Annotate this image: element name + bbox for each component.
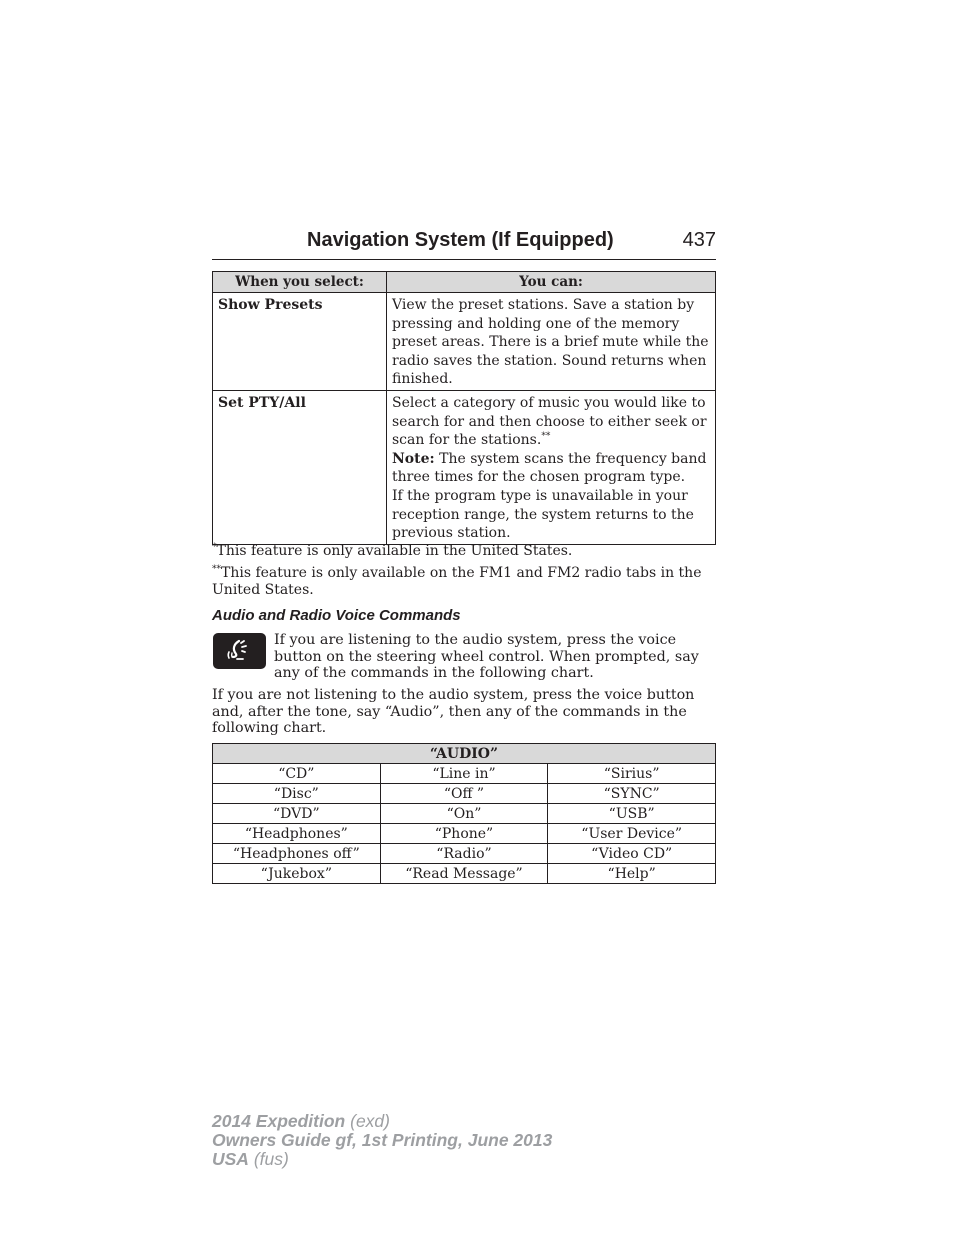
audio-command-cell: “Disc” (213, 784, 381, 804)
footer-market: USA (212, 1149, 249, 1169)
footnote-marker: ** (541, 431, 551, 442)
audio-command-cell: “On” (380, 804, 548, 824)
footnote-2 (212, 565, 716, 599)
page-header (212, 229, 716, 260)
audio-command-cell: “SYNC” (548, 784, 716, 804)
footer-line-2 (212, 1131, 552, 1150)
audio-command-cell: “Read Message” (380, 864, 548, 884)
audio-command-cell: “Headphones” (213, 824, 381, 844)
description-text: Select a category of music you would like to search for and then choose to either seek or scan for the stations. (392, 394, 707, 449)
table-row (213, 824, 716, 844)
note-text: The system scans the frequency band three times for the chosen program type. (392, 450, 707, 486)
table-row (213, 293, 716, 391)
footer-model-code: (exd) (345, 1111, 390, 1131)
footnote-text: This feature is only available in the United States. (216, 543, 573, 559)
voice-instructions-text: If you are listening to the audio system, press the voice button on the steering wheel control. When prompted, say any of the commands in the following chart. (274, 632, 699, 681)
extra-text: If the program type is unavailable in your reception range, the system returns to the previous station. (392, 487, 694, 542)
audio-command-cell: “Jukebox” (213, 864, 381, 884)
footer-market-code: (fus) (248, 1149, 289, 1169)
footer-printing: Owners Guide gf, 1st Printing, June 2013 (212, 1130, 553, 1150)
table-row (213, 844, 716, 864)
audio-command-cell: “DVD” (213, 804, 381, 824)
table-row (213, 390, 716, 544)
page-footer (212, 1112, 552, 1169)
table-row (213, 864, 716, 884)
page-number: 437 (682, 229, 716, 251)
footnote-1 (212, 543, 716, 560)
audio-command-cell: “Video CD” (548, 844, 716, 864)
option-set-pty-all: Set PTY/All (213, 390, 387, 544)
audio-command-cell: “Off ” (380, 784, 548, 804)
audio-instructions-text: If you are not listening to the audio system, press the voice button and, after the tone, say “Audio”, then any of the commands in the following chart. (212, 687, 695, 736)
option-description: View the preset stations. Save a station by pressing and holding one of the memory preset areas. There is a brief mute while the radio saves the station. Sound returns when finished. (387, 293, 716, 391)
voice-command-icon (213, 633, 266, 669)
audio-command-cell: “Headphones off” (213, 844, 381, 864)
audio-command-cell: “User Device” (548, 824, 716, 844)
footer-line-1 (212, 1112, 552, 1131)
table-row (213, 764, 716, 784)
select-options-table (212, 271, 716, 545)
audio-commands-table (212, 743, 716, 884)
table-row (213, 784, 716, 804)
option-description (387, 390, 716, 544)
table-header-row (213, 744, 716, 764)
audio-command-cell: “Help” (548, 864, 716, 884)
footnote-marker: * (212, 542, 217, 553)
table-header-row (213, 272, 716, 293)
column-header-select: When you select: (213, 272, 387, 293)
note-label: Note: (392, 450, 435, 467)
footer-model: 2014 Expedition (212, 1111, 346, 1131)
audio-command-cell: “Phone” (380, 824, 548, 844)
audio-command-cell: “USB” (548, 804, 716, 824)
audio-command-cell: “Sirius” (548, 764, 716, 784)
audio-table-heading: “AUDIO” (213, 744, 716, 764)
footnote-marker: ** (212, 564, 221, 575)
section-title: Audio and Radio Voice Commands (212, 607, 461, 624)
page-title: Navigation System (If Equipped) (307, 229, 614, 251)
option-show-presets: Show Presets (213, 293, 387, 391)
table-row (213, 804, 716, 824)
audio-command-cell: “CD” (213, 764, 381, 784)
audio-command-cell: “Radio” (380, 844, 548, 864)
footer-line-3 (212, 1150, 552, 1169)
column-header-can: You can: (387, 272, 716, 293)
footnote-text: This feature is only available on the FM1 and FM2 radio tabs in the United States. (212, 565, 702, 598)
audio-command-cell: “Line in” (380, 764, 548, 784)
